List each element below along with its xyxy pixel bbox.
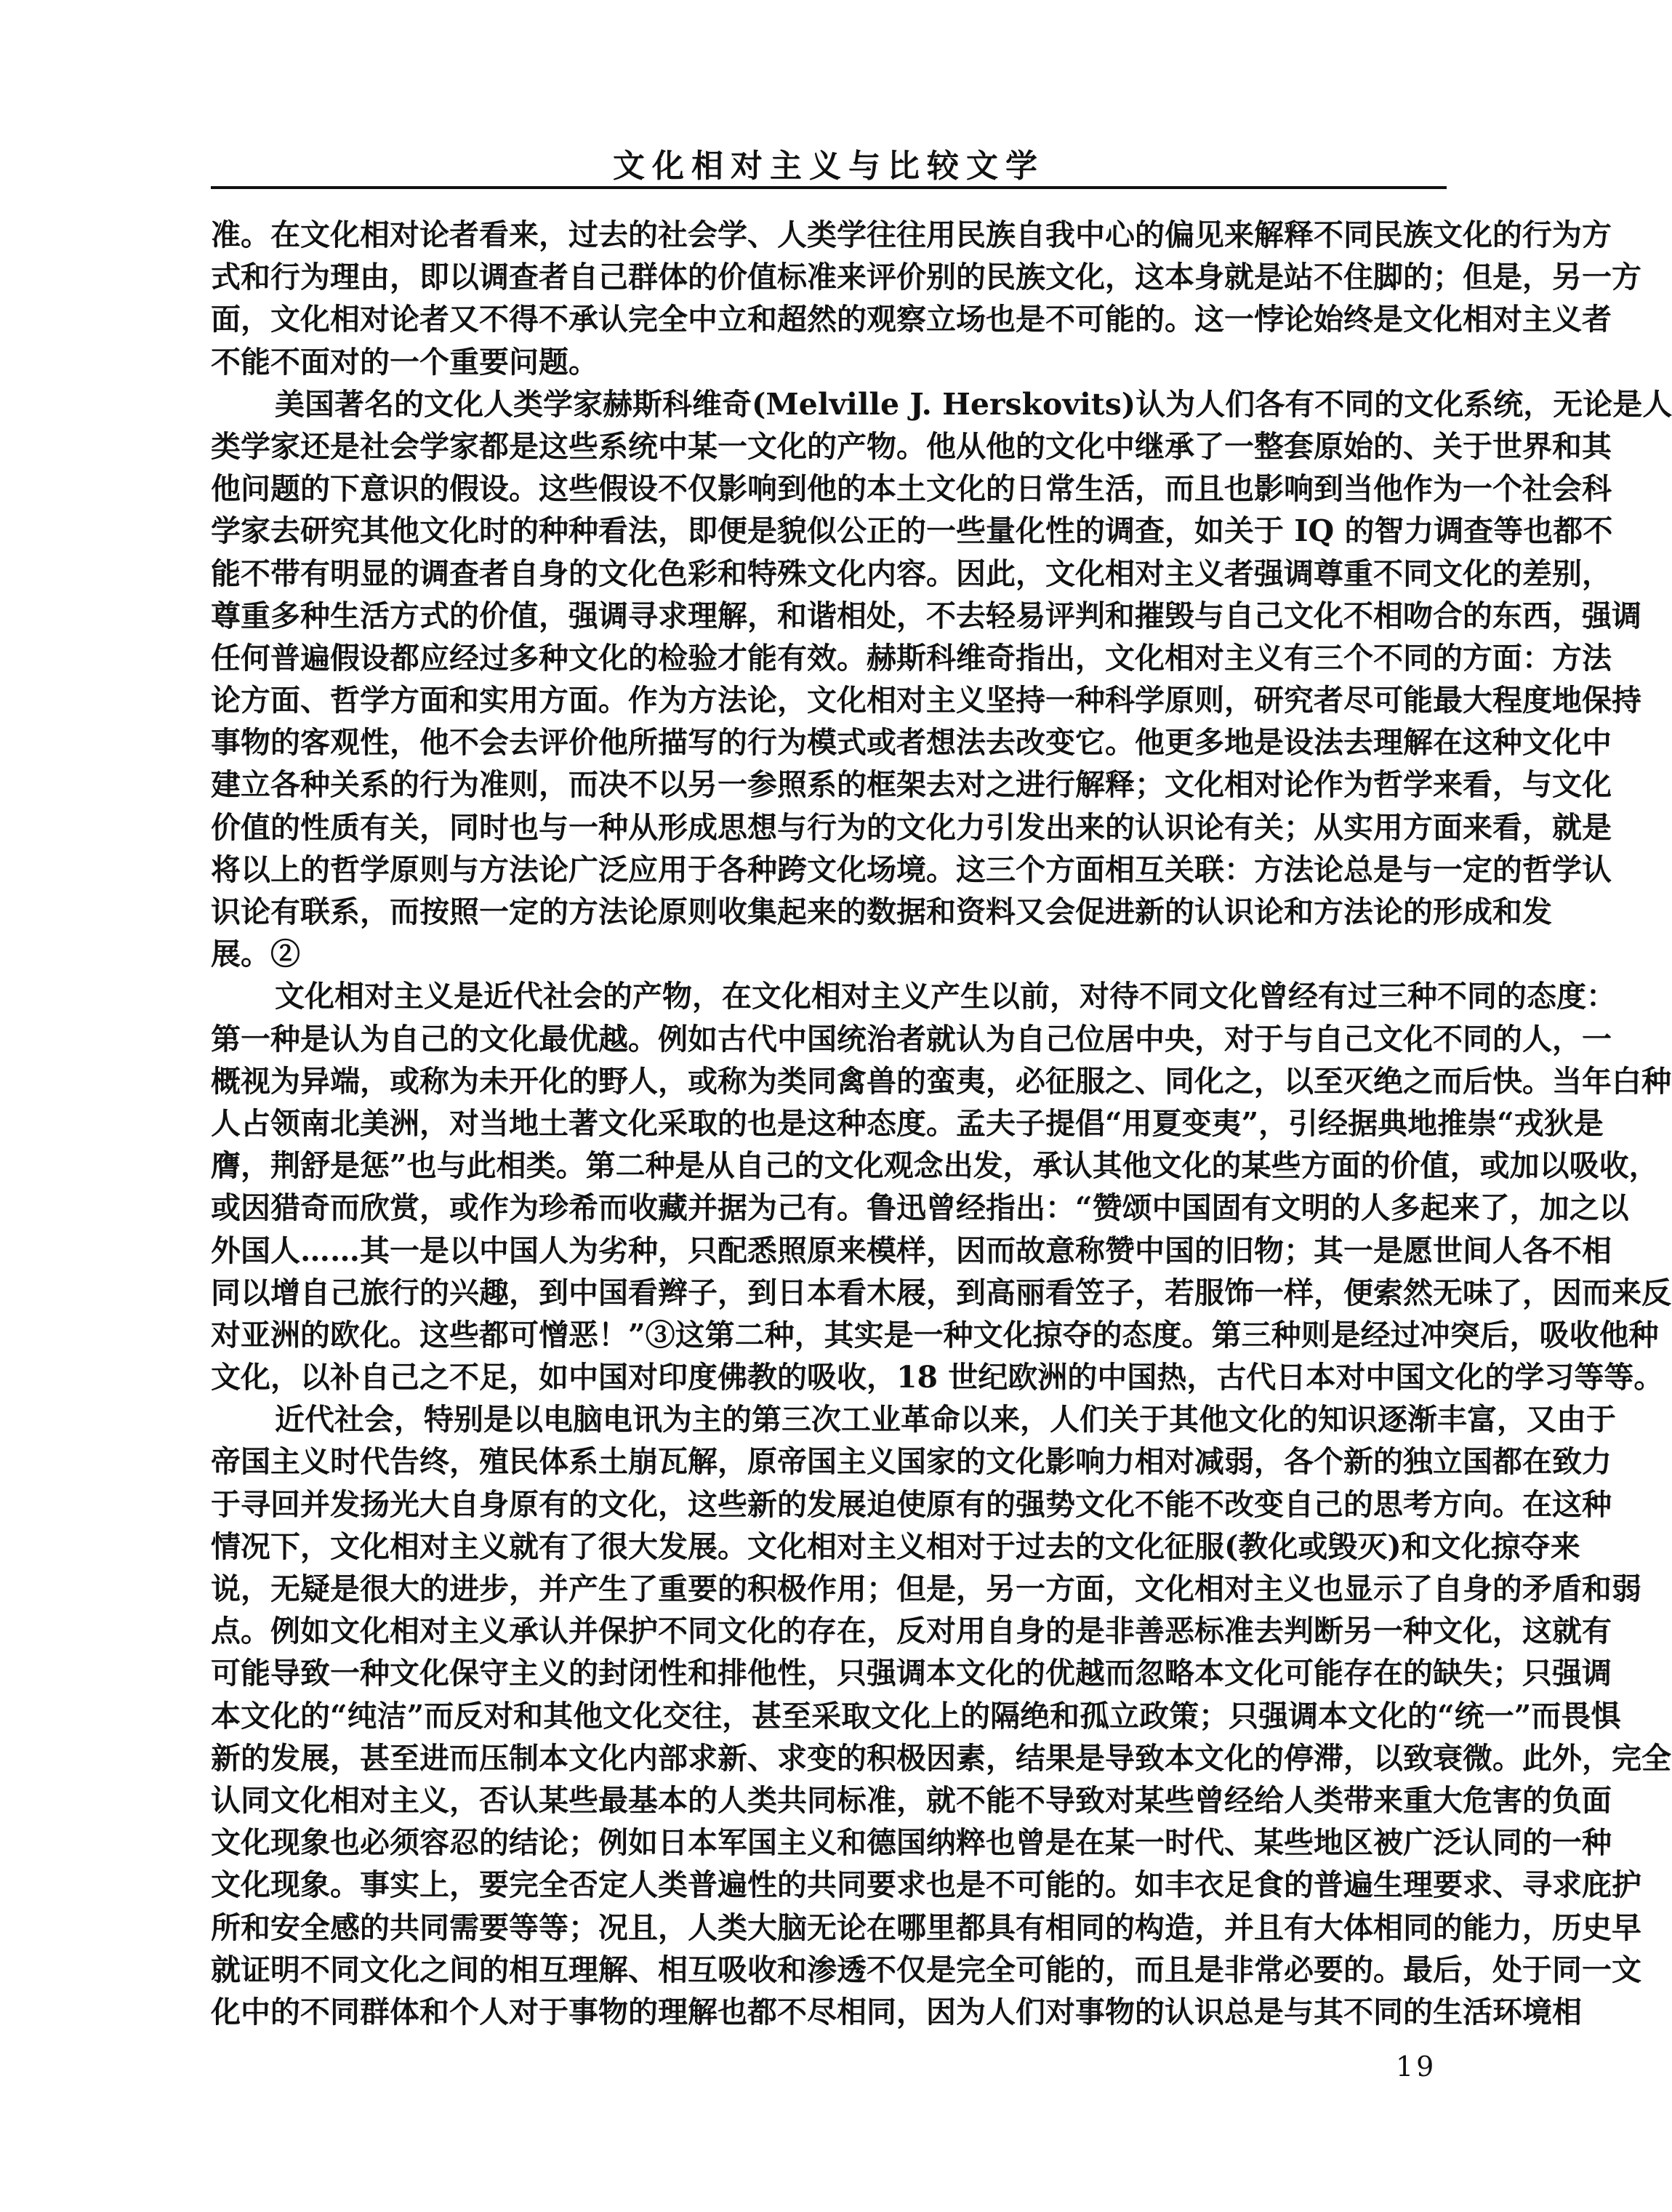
- text-line: 近代社会，特别是以电脑电讯为主的第三次工业革命以来，人们关于其他文化的知识逐渐丰富，又由于: [275, 1402, 1616, 1438]
- page-number: 19: [1396, 2051, 1437, 2083]
- text-line: 于寻回并发扬光大自身原有的文化，这些新的发展迫使原有的强势文化不能不改变自己的思考方向。在这种: [211, 1486, 1612, 1522]
- text-line: 他问题的下意识的假设。这些假设不仅影响到他的本土文化的日常生活，而且也影响到当他作为一个社会科: [211, 471, 1612, 507]
- text-line: 论方面、哲学方面和实用方面。作为方法论，文化相对主义坚持一种科学原则，研究者尽可能最大程度地保持: [211, 683, 1641, 718]
- text-line: 面，文化相对论者又不得不承认完全中立和超然的观察立场也是不可能的。这一悖论始终是文化相对主义者: [211, 302, 1612, 337]
- text-line: 新的发展，甚至进而压制本文化内部求新、求变的积极因素，结果是导致本文化的停滞，以致衰微。此外，完全: [211, 1740, 1671, 1776]
- text-line: 展。②: [211, 937, 300, 972]
- text-line: 式和行为理由，即以调查者自己群体的价值标准来评价别的民族文化，这本身就是站不住脚的；但是，另一方: [211, 260, 1641, 295]
- text-line: 对亚洲的欧化。这些都可憎恶！”③这第二种，其实是一种文化掠夺的态度。第三种则是经过冲突后，吸收他种: [211, 1317, 1659, 1353]
- text-line: 可能导致一种文化保守主义的封闭性和排他性，只强调本文化的优越而忽略本文化可能存在的缺失；只强调: [211, 1656, 1612, 1691]
- text-line: 认同文化相对主义，否认某些最基本的人类共同标准，就不能不导致对某些曾经给人类带来重大危害的负面: [211, 1782, 1612, 1818]
- text-line: 点。例如文化相对主义承认并保护不同文化的存在，反对用自身的是非善恶标准去判断另一种文化，这就有: [211, 1614, 1612, 1649]
- text-line: 识论有联系，而按照一定的方法论原则收集起来的数据和资料又会促进新的认识论和方法论的形成和发: [211, 894, 1552, 929]
- text-line: 准。在文化相对论者看来，过去的社会学、人类学往往用民族自我中心的偏见来解释不同民族文化的行为方: [211, 217, 1612, 252]
- paragraph: [211, 386, 1672, 979]
- text-line: 尊重多种生活方式的价值，强调寻求理解，和谐相处，不去轻易评判和摧毁与自己文化不相吻合的东西，强调: [211, 598, 1641, 633]
- text-line: 将以上的哲学原则与方法论广泛应用于各种跨文化场境。这三个方面相互关联：方法论总是与一定的哲学认: [211, 851, 1612, 887]
- paragraph: [211, 1401, 1671, 2036]
- text-line: 文化相对主义是近代社会的产物，在文化相对主义产生以前，对待不同文化曾经有过三种不同的态度：: [275, 979, 1616, 1014]
- text-line: 或因猎奇而欣赏，或作为珍希而收藏并据为己有。鲁迅曾经指出：“赞颂中国固有文明的人多起来了，加之以: [211, 1190, 1629, 1226]
- text-line: 建立各种关系的行为准则，而决不以另一参照系的框架去对之进行解释；文化相对论作为哲学来看，与文化: [211, 767, 1612, 803]
- text-line: 同以增自己旅行的兴趣，到中国看辫子，到日本看木屐，到高丽看笠子，若服饰一样，便索然无味了，因而来反: [211, 1275, 1671, 1310]
- text-line: 就证明不同文化之间的相互理解、相互吸收和渗透不仅是完全可能的，而且是非常必要的。最后，处于同一文: [211, 1952, 1641, 1987]
- text-line: 说，无疑是很大的进步，并产生了重要的积极作用；但是，另一方面，文化相对主义也显示了自身的矛盾和弱: [211, 1571, 1641, 1606]
- text-line: 学家去研究其他文化时的种种看法，即便是貌似公正的一些量化性的调查，如关于 IQ 的智力调查等也都不: [211, 513, 1613, 549]
- text-line: 人占领南北美洲，对当地土著文化采取的也是这种态度。孟夫子提倡“用夏变夷”，引经据典地推崇“戎狄是: [211, 1105, 1604, 1141]
- text-line: 帝国主义时代告终，殖民体系土崩瓦解，原帝国主义国家的文化影响力相对减弱，各个新的独立国都在致力: [211, 1444, 1612, 1480]
- text-line: 外国人……其一是以中国人为劣种，只配悉照原来模样，因而故意称赞中国的旧物；其一是愿世间人各不相: [211, 1233, 1612, 1268]
- header-rule: [211, 186, 1447, 189]
- body-text: [211, 217, 1672, 2036]
- paragraph: [211, 217, 1641, 386]
- text-line: 文化，以补自己之不足，如中国对印度佛教的吸收，18 世纪欧洲的中国热，古代日本对中国文化的学习等等。: [211, 1360, 1664, 1395]
- running-header: 文化相对主义与比较文学: [613, 148, 1045, 185]
- text-line: 化中的不同群体和个人对于事物的理解也都不尽相同，因为人们对事物的认识总是与其不同的生活环境相: [211, 1994, 1582, 2029]
- text-line: 概视为异端，或称为未开化的野人，或称为类同禽兽的蛮夷，必征服之、同化之，以至灭绝之而后快。当年白种: [211, 1063, 1671, 1099]
- text-line: 本文化的“纯洁”而反对和其他文化交往，甚至采取文化上的隔绝和孤立政策；只强调本文化的“统一”而畏惧: [211, 1698, 1621, 1734]
- paragraph: [211, 978, 1671, 1401]
- text-line: 文化现象。事实上，要完全否定人类普遍性的共同要求也是不可能的。如丰衣足食的普遍生理要求、寻求庇护: [211, 1867, 1641, 1903]
- text-line: 类学家还是社会学家都是这些系统中某一文化的产物。他从他的文化中继承了一整套原始的、关于世界和其: [211, 428, 1612, 464]
- text-line: 文化现象也必须容忍的结论；例如日本军国主义和德国纳粹也曾是在某一时代、某些地区被广泛认同的一种: [211, 1825, 1612, 1861]
- text-line: 所和安全感的共同需要等等；况且，人类大脑无论在哪里都具有相同的构造，并且有大体相同的能力，历史早: [211, 1910, 1641, 1945]
- text-line: 第一种是认为自己的文化最优越。例如古代中国统治者就认为自己位居中央，对于与自己文化不同的人，一: [211, 1021, 1612, 1057]
- text-line: 能不带有明显的调查者自身的文化色彩和特殊文化内容。因此，文化相对主义者强调尊重不同文化的差别，: [211, 556, 1612, 591]
- text-line: 任何普遍假设都应经过多种文化的检验才能有效。赫斯科维奇指出，文化相对主义有三个不同的方面：方法: [211, 640, 1612, 676]
- text-line: 膺，荆舒是惩”也与此相类。第二种是从自己的文化观念出发，承认其他文化的某些方面的价值，或加以吸收，: [211, 1148, 1659, 1184]
- text-line: 情况下，文化相对主义就有了很大发展。文化相对主义相对于过去的文化征服(教化或毁灭)和文化掠夺来: [211, 1528, 1580, 1564]
- text-line: 不能不面对的一个重要问题。: [211, 344, 598, 380]
- text-line: 事物的客观性，他不会去评价他所描写的行为模式或者想法去改变它。他更多地是设法去理解在这种文化中: [211, 725, 1612, 761]
- text-line: 美国著名的文化人类学家赫斯科维奇(Melville J. Herskovits)认为人们各有不同的文化系统，无论是人: [275, 386, 1672, 422]
- text-line: 价值的性质有关，同时也与一种从形成思想与行为的文化力引发出来的认识论有关；从实用方面来看，就是: [211, 809, 1612, 845]
